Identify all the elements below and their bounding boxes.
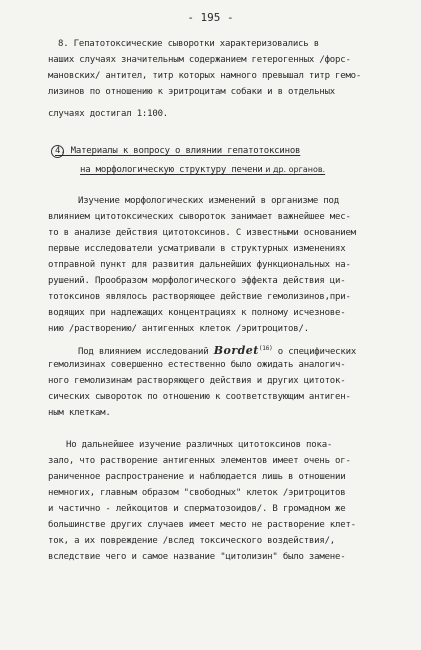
para2-text: о специфических (272, 347, 357, 357)
para2-line: сических сывороток по отношению к соответствующим антиген- (48, 392, 351, 402)
para1-line: влиянием цитотоксических сывороток занимает важнейшее мес- (48, 212, 351, 222)
para2-line: ного гемолизинам растворяющего действия и других цитоток- (48, 376, 346, 386)
para1-line: водящих при надлежащих концентрациях к полному исчезнове- (48, 308, 346, 318)
para3-line: раниченное распространение и наблюдается лишь в отношении (48, 472, 346, 482)
heading-line-1 (55, 145, 300, 157)
para1-line: Изучение морфологических изменений в организме под (78, 196, 339, 206)
para1-line: первые исследователи усматривали в структурных изменениях (48, 244, 346, 254)
para3-line: немногих, главным образом "свободных" клеток /эритроцитов (48, 488, 346, 498)
page-number: - 195 - (187, 11, 234, 24)
para3-line: зало, что растворение антигенных элементов имеет очень ог- (48, 456, 351, 466)
para3-line: и частично - лейкоцитов и сперматозоидов/. В громадном же (48, 504, 346, 514)
handwritten-name-bordet: Bordet (213, 344, 259, 357)
item8-line: 8. Гепатотоксические сыворотки характеризовались в (58, 39, 319, 49)
para1-line: рушений. Прообразом морфологического эффекта действия ци- (48, 276, 346, 286)
para1-line: то в анализе действия цитотоксинов. С известными основанием (48, 228, 356, 238)
para2-line: гемолизинах совершенно естественно было ожидать аналогич- (48, 360, 346, 370)
para2-text: Под влиянием исследований (78, 347, 214, 357)
para2-line-1 (78, 343, 356, 358)
heading-text-1: Материалы к вопросу о влиянии гепатотоксинов (65, 146, 301, 156)
para1-line: отправной пункт для развития дальнейших функциональных на- (48, 260, 351, 270)
para3-line: ток, а их повреждение /вслед токсического воздействия/, (48, 536, 336, 546)
para3-line: большинстве других случаев имеет место не растворение клет- (48, 520, 356, 530)
para2-line: ным клеткам. (48, 408, 111, 418)
reference-marker: (16) (258, 345, 273, 352)
item8-line: наших случаях значительным содержанием гетерогенных /форс- (48, 55, 351, 65)
heading-text-2: на морфологическую структуру печени (80, 165, 263, 175)
para3-line: вследствие чего и самое название "цитолизин" было заменe- (48, 552, 346, 562)
heading-number: 4. (55, 146, 66, 156)
item8-line: мановских/ антител, титр которых намного превышал титр гемо- (48, 71, 362, 81)
para1-line: нию /растворению/ антигенных клеток /эритроцитов/. (48, 324, 309, 334)
para3-line: Но дальнейшее изучение различных цитотоксинов пока- (66, 440, 333, 450)
para1-line: тотоксинов являлось растворяющее действие гемолизинов,при- (48, 292, 351, 302)
heading-handwritten-addition: и др. органов. (262, 165, 326, 174)
heading-line-2 (80, 164, 325, 176)
item8-line: лизинов по отношению к эритроцитам собаки и в отдельных (48, 87, 336, 97)
item8-line: случаях достигал 1:100. (48, 109, 169, 119)
